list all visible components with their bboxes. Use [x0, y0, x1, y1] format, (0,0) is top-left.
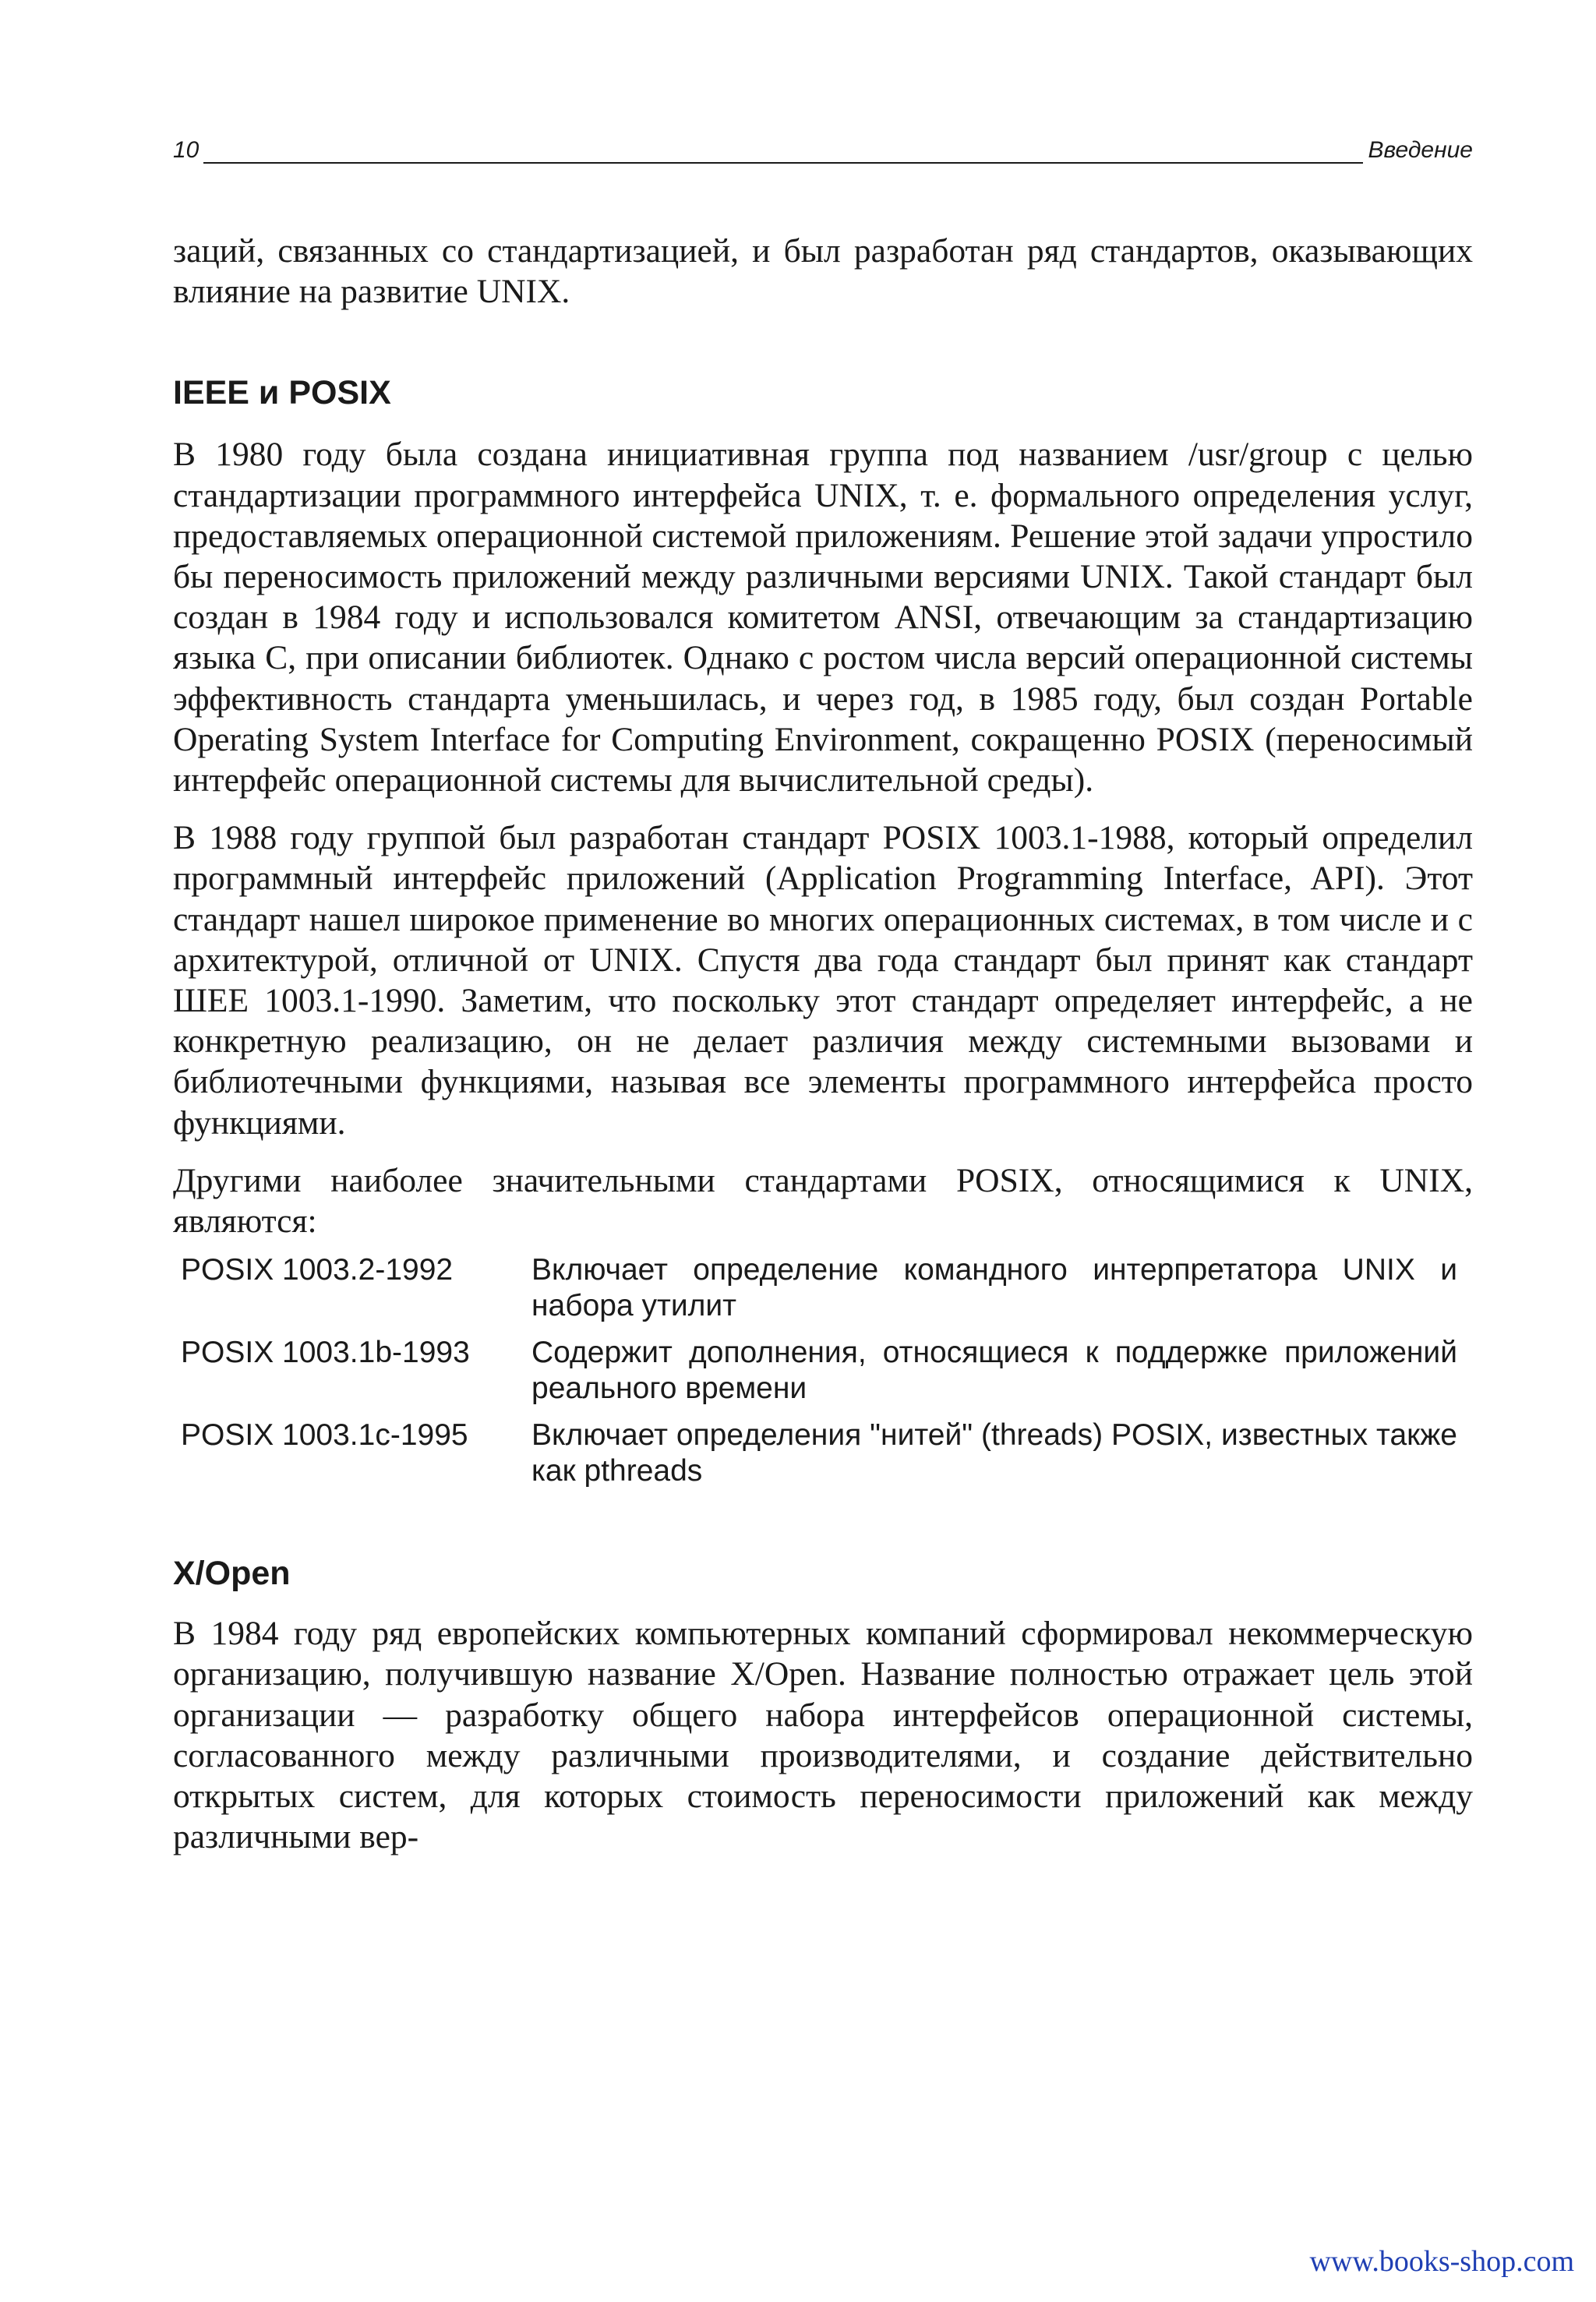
standard-item [173, 1252, 1473, 1324]
standard-name: POSIX 1003.1c-1995 [181, 1418, 468, 1453]
standard-name: POSIX 1003.1b-1993 [181, 1336, 470, 1370]
standards-list [173, 1252, 1473, 1489]
paragraph-posix-history: В 1980 году была создана инициативная группа под названием /usr/group с целью стандартизации программного интерфейса UNIX, т. е. формального определения услуг, предоставляемых операционной системой приложениям. Решение этой задачи упростило бы переносимость приложений между различными версиями UNIX. Такой стандарт был создан в 1984 году и использовался комитетом ANSI, отвечающим за стандартизацию языка С, при описании библиотек. Однако с ростом числа версий операционной системы эффективность стандарта уменьшилась, и через год, в 1985 году, был создан Portable Operating System Interface for Computing Environment, сокращенно POSIX (переносимый интерфейс операционной системы для вычислительной среды). [173, 436, 1473, 800]
paragraph-posix-1988: В 1988 году группой был разработан стандарт POSIX 1003.1-1988, который определил программный интерфейс приложений (Application Programming Interface, API). Этот стандарт нашел широкое применение во многих операционных системах, в том числе и с архитектурой, отличной от UNIX. Спустя два года стандарт был принят как стандарт ШЕЕ 1003.1-1990. Заметим, что поскольку этот стандарт определяет интерфейс, а не конкретную реализацию, он не делает различия между системными вызовами и библиотечными функциями, называя все элементы программного интерфейса просто функциями. [173, 819, 1473, 1142]
page-content [173, 231, 1473, 1874]
watermark-url: www.books-shop.com [1309, 2245, 1574, 2278]
page-number: 10 [173, 137, 203, 164]
intro-paragraph: заций, связанных со стандартизацией, и был разработан ряд стандартов, оказывающих влияние на развитие UNIX. [173, 232, 1473, 311]
running-header [173, 131, 1473, 164]
standard-item [173, 1418, 1473, 1489]
section-heading-ieee-posix: IEEE и POSIX [173, 374, 391, 412]
standard-name: POSIX 1003.2-1992 [181, 1253, 454, 1287]
standard-description: Содержит дополнения, относящиеся к поддержке приложений реального времени [531, 1336, 1457, 1406]
chapter-title: Введение [1363, 137, 1473, 164]
standard-description: Включает определения "нитей" (threads) POSIX, известных также как pthreads [531, 1418, 1457, 1488]
paragraph-other-standards: Другими наиболее значительными стандартами POSIX, относящимися к UNIX, являются: [173, 1161, 1473, 1241]
standard-item [173, 1335, 1473, 1407]
standard-description: Включает определение командного интерпретатора UNIX и набора утилит [531, 1253, 1457, 1323]
section-heading-xopen: X/Open [173, 1555, 291, 1593]
paragraph-xopen: В 1984 году ряд европейских компьютерных компаний сформировал некоммерческую организацию, получившую название X/Open. Название полностью отражает цель этой организации — разработку общего набора интерфейсов операционной системы, согласованного между различными производителями, и создание действительно открытых систем, для которых стоимость переносимости приложений как между различными вер- [173, 1615, 1473, 1856]
